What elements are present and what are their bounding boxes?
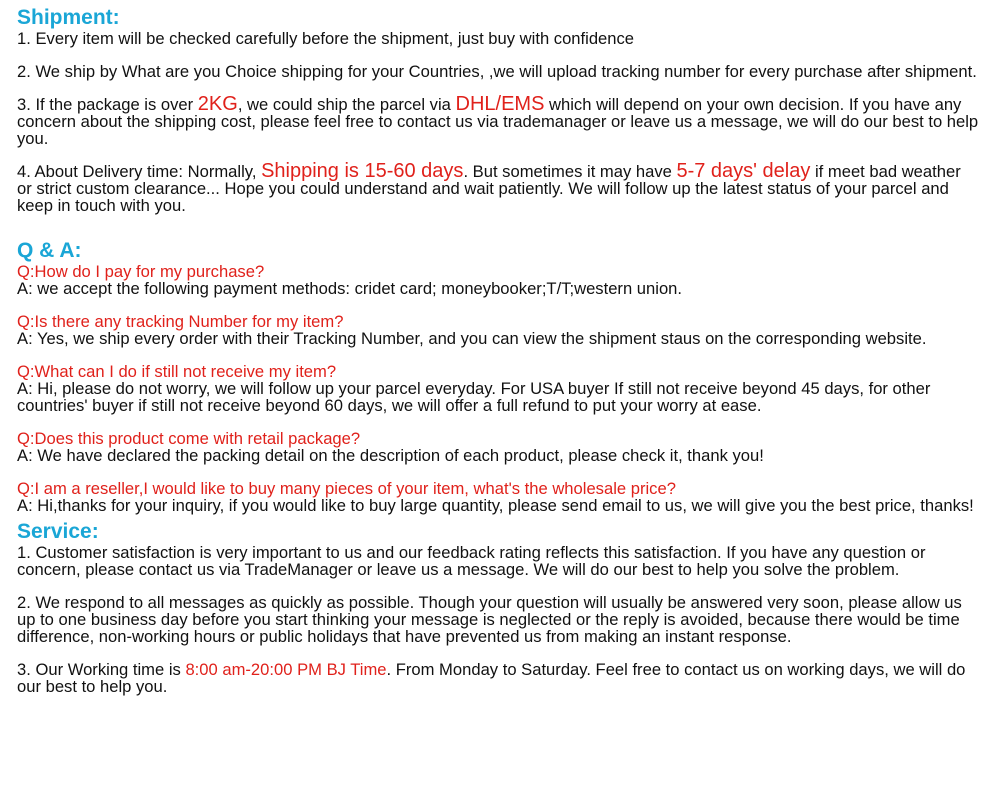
shipment-item-4-mid: . But sometimes it may have (463, 162, 677, 181)
shipment-item-4-pre: 4. About Delivery time: Normally, (17, 162, 262, 181)
shipment-item-2: 2. We ship by What are you Choice shipping for your Countries, ,we will upload tracking number for every purchase after shipment. (17, 62, 977, 81)
shipment-item-4 (17, 160, 979, 215)
qa-answer-3: A: Hi, please do not worry, we will follow up your parcel everyday. For USA buyer If still not receive beyond 45 days, for other countries' buyer if still not receive beyond 60 days, we will offer a full refund to put your worry at ease. (17, 379, 931, 415)
qa-question-5: Q:I am a reseller,I would like to buy many pieces of your item, what's the wholesale price? (17, 479, 676, 498)
qa-question-4: Q:Does this product come with retail package? (17, 429, 361, 448)
qa-answer-4: A: We have declared the packing detail on the description of each product, please check it, thank you! (17, 446, 764, 465)
working-hours-highlight: 8:00 am-20:00 PM BJ Time (185, 660, 387, 679)
policy-document (17, 6, 979, 695)
shipment-item-3-pre: 3. If the package is over (17, 95, 198, 114)
service-heading: Service: (17, 520, 99, 543)
service-item-3-post: . From Monday to Saturday. Feel free to contact us on working days, we will do our best to help you. (17, 660, 966, 696)
carrier-highlight: DHL/EMS (455, 93, 545, 115)
shipment-item-1: 1. Every item will be checked carefully before the shipment, just buy with confidence (17, 29, 635, 48)
qa-question-2: Q:Is there any tracking Number for my item? (17, 312, 344, 331)
qa-answer-2: A: Yes, we ship every order with their Tracking Number, and you can view the shipment staus on the corresponding website. (17, 329, 927, 348)
shipment-item-3-mid: , we could ship the parcel via (237, 95, 456, 114)
qa-answer-5: A: Hi,thanks for your inquiry, if you would like to buy large quantity, please send email to us, we will give you the best price, thanks! (17, 496, 974, 515)
shipment-item-4-post: if meet bad weather or strict custom clearance... Hope you could understand and wait patiently. We will follow up the latest status of your parcel and keep in touch with you. (17, 162, 961, 215)
service-item-2: 2. We respond to all messages as quickly as possible. Though your question will usually be answered very soon, please allow us up to one business day before you start thinking your message is neglected or the reply is avoided, because there would be time difference, non-working hours or public holidays that have prevented us from making an instant response. (17, 593, 962, 646)
qa-question-3: Q:What can I do if still not receive my item? (17, 362, 337, 381)
shipping-time-highlight: Shipping is 15-60 days (261, 160, 464, 182)
shipment-item-3 (17, 93, 979, 148)
service-item-3-pre: 3. Our Working time is (17, 660, 186, 679)
weight-highlight: 2KG (197, 93, 238, 115)
service-item-1: 1. Customer satisfaction is very important to us and our feedback rating reflects this satisfaction. If you have any question or concern, please contact us via TradeManager or leave us a message. We will do our best to help you solve the problem. (17, 543, 926, 579)
delay-highlight: 5-7 days' delay (676, 160, 811, 182)
shipment-item-3-post: which will depend on your own decision. If you have any concern about the shipping cost, please feel free to contact us via trademanager or leave us a message, we will do our best to help you. (17, 95, 979, 148)
qa-question-1: Q:How do I pay for my purchase? (17, 262, 265, 281)
shipment-heading: Shipment: (17, 6, 120, 29)
qa-answer-1: A: we accept the following payment methods: cridet card; moneybooker;T/T;western union. (17, 279, 683, 298)
service-item-3 (17, 661, 979, 695)
qa-heading: Q & A: (17, 239, 82, 262)
